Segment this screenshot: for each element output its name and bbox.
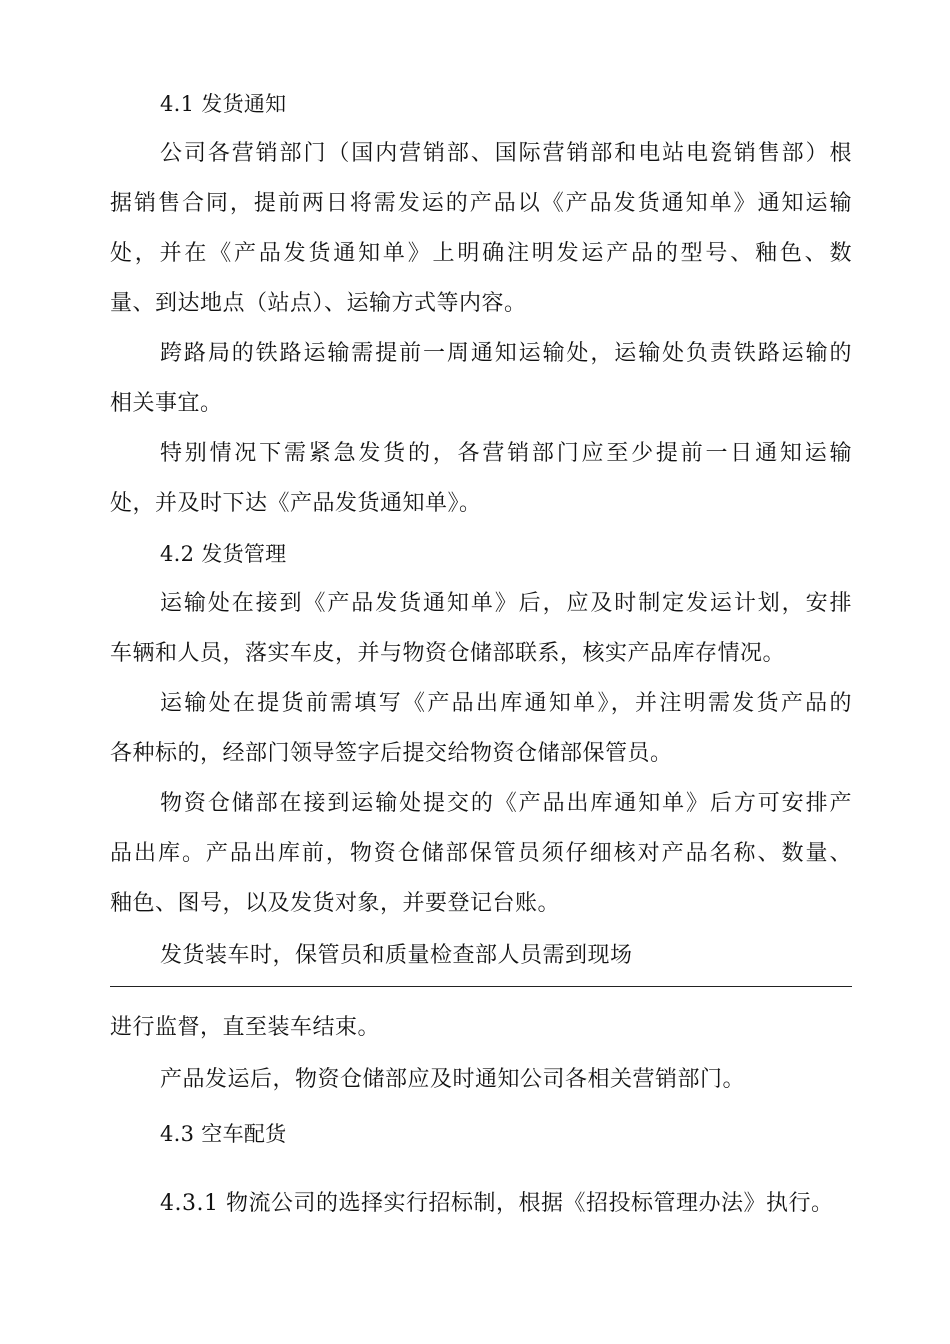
paragraph-line: 据销售合同，提前两日将需发运的产品以《产品发货通知单》通知运输 [110, 191, 852, 216]
paragraph-line: 进行监督，直至装车结束。 [110, 1015, 381, 1040]
section-heading-4-3: 4.3 空车配货 [160, 1122, 287, 1146]
paragraph-line: 品出库。产品出库前，物资仓储部保管员须仔细核对产品名称、数量、 [110, 841, 852, 866]
paragraph-line: 釉色、图号，以及发货对象，并要登记台账。 [110, 891, 561, 916]
paragraph-line: 物资仓储部在接到运输处提交的《产品出库通知单》后方可安排产 [160, 791, 852, 816]
paragraph-line: 跨路局的铁路运输需提前一周通知运输处，运输处负责铁路运输的 [160, 341, 852, 366]
paragraph-line: 特别情况下需紧急发货的，各营销部门应至少提前一日通知运输 [160, 441, 852, 466]
paragraph-line: 发货装车时，保管员和质量检查部人员需到现场 [160, 943, 633, 968]
paragraph-line: 运输处在提货前需填写《产品出库通知单》，并注明需发货产品的 [160, 691, 852, 716]
page-break-rule [110, 986, 852, 987]
list-item-4-3-1: 4.3.1 物流公司的选择实行招标制，根据《招投标管理办法》执行。 [160, 1191, 834, 1216]
paragraph-line: 公司各营销部门（国内营销部、国际营销部和电站电瓷销售部）根 [160, 141, 852, 166]
paragraph-line: 各种标的，经部门领导签字后提交给物资仓储部保管员。 [110, 741, 673, 766]
paragraph-line: 相关事宜。 [110, 391, 223, 416]
paragraph-line: 处，并在《产品发货通知单》上明确注明发运产品的型号、釉色、数 [110, 241, 852, 266]
section-heading-4-1: 4.1 发货通知 [160, 92, 287, 116]
paragraph-line: 量、到达地点（站点）、运输方式等内容。 [110, 291, 527, 316]
section-heading-4-2: 4.2 发货管理 [160, 542, 287, 566]
paragraph-line: 运输处在接到《产品发货通知单》后，应及时制定发运计划，安排 [160, 591, 852, 616]
paragraph-line: 处，并及时下达《产品发货通知单》。 [110, 491, 482, 516]
paragraph-line: 产品发运后，物资仓储部应及时通知公司各相关营销部门。 [160, 1067, 746, 1092]
paragraph-line: 车辆和人员，落实车皮，并与物资仓储部联系，核实产品库存情况。 [110, 641, 786, 666]
